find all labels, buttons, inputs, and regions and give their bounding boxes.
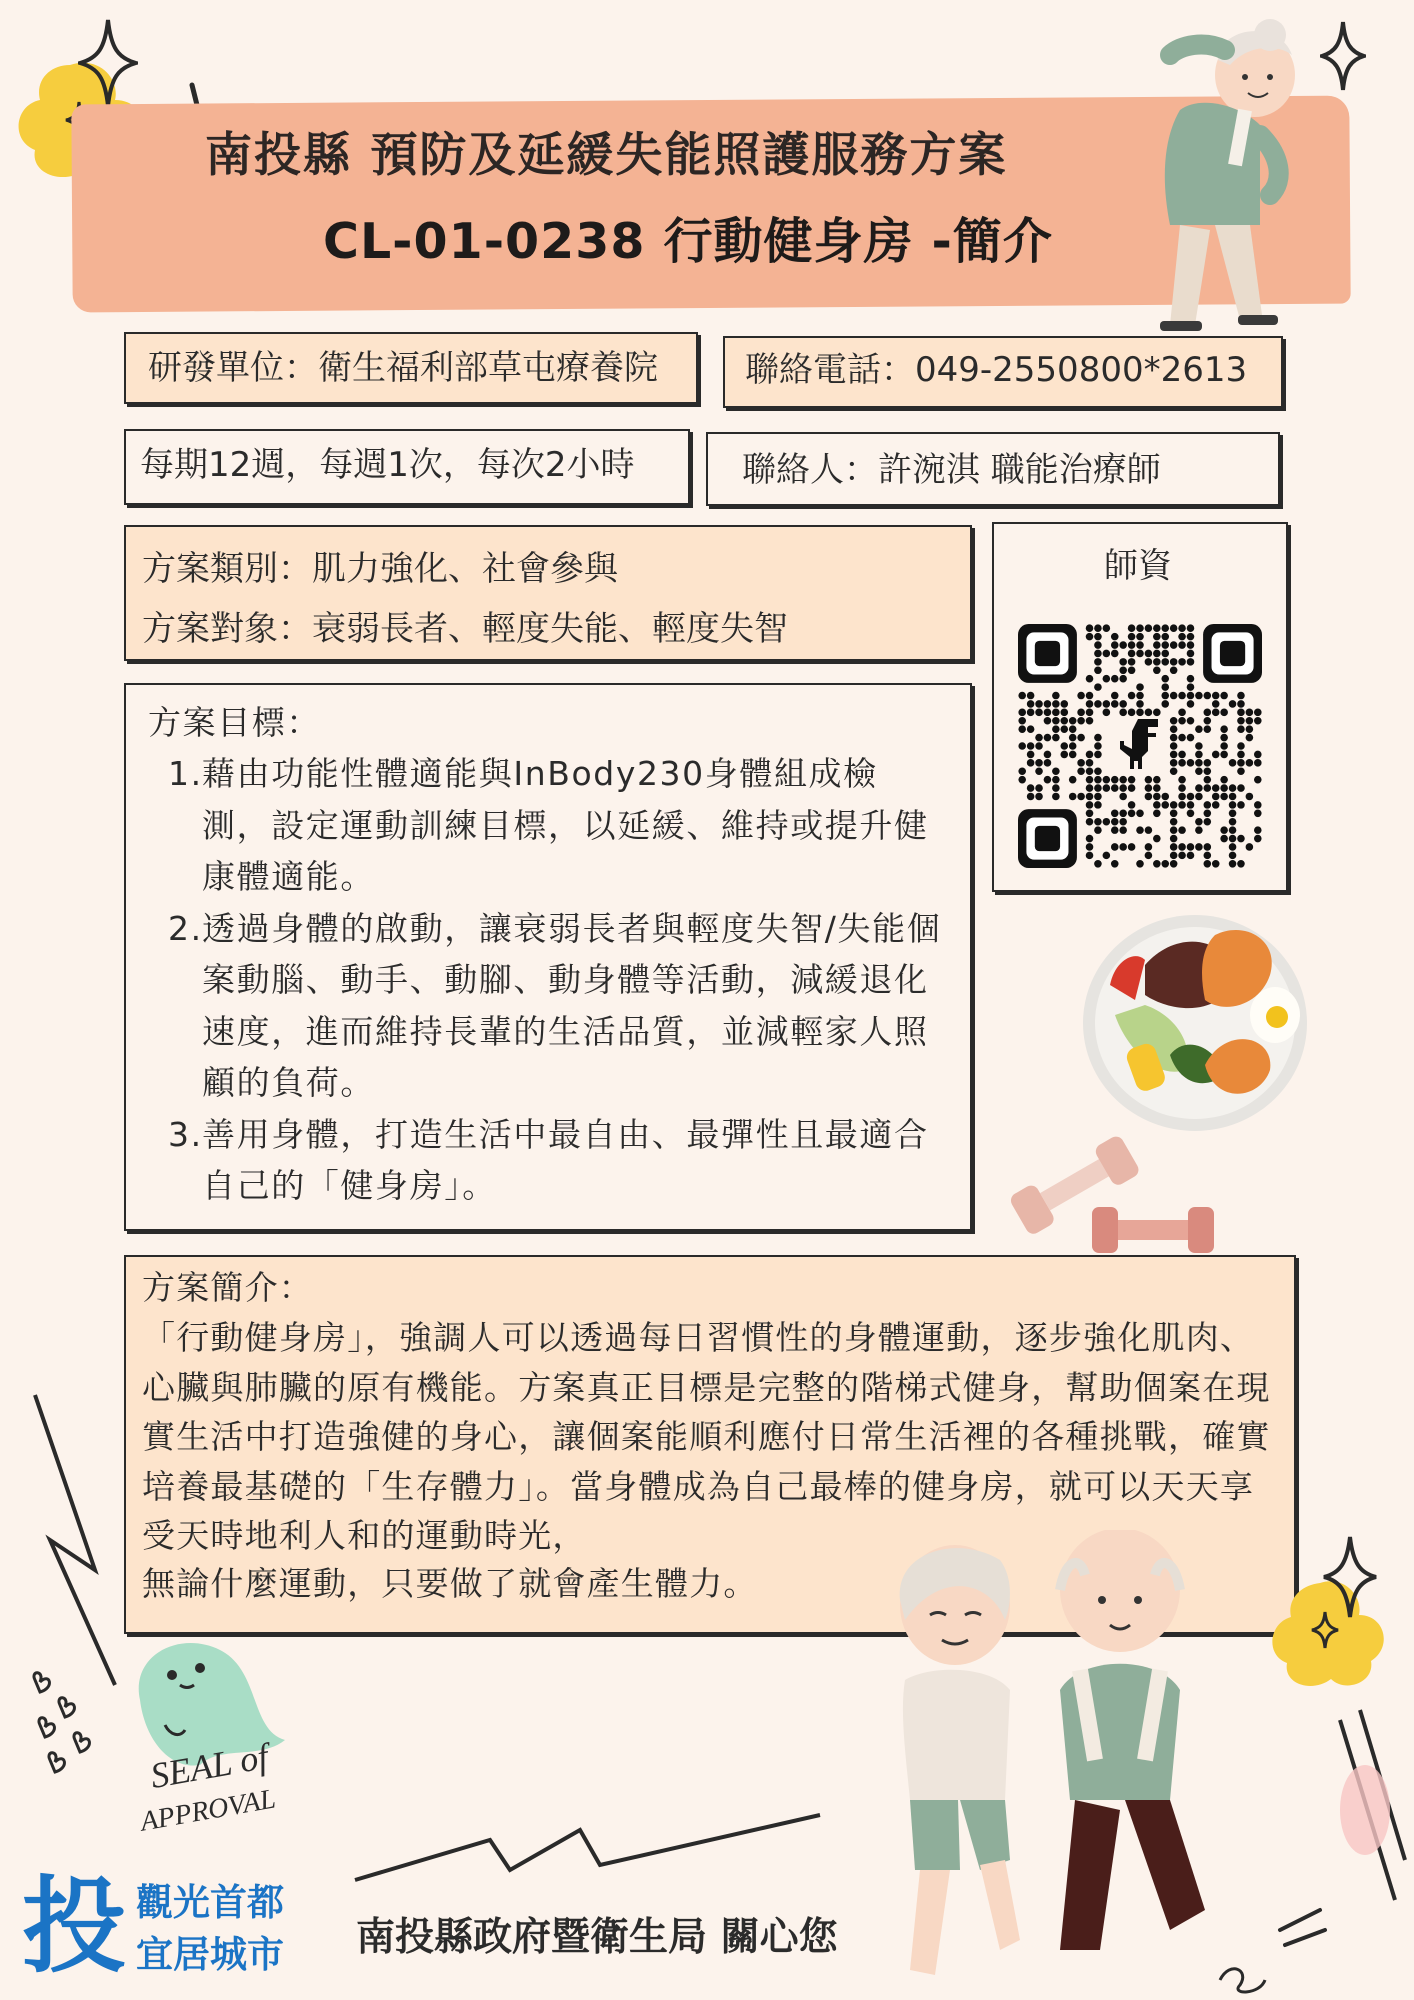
sparkle-icon-bottom [1322, 1535, 1378, 1619]
sparkle-icon [78, 18, 138, 108]
stamp-line1: SEAL of [147, 1736, 271, 1796]
goal-item-2 [168, 903, 944, 1109]
goal-number: 3. [168, 1114, 203, 1154]
qr-label: 師資 [1104, 546, 1172, 586]
teacher-qr-box [992, 522, 1288, 892]
intro-last-line: 無論什麼運動，只要做了就會產生體力。 [142, 1564, 758, 1603]
goal-text: 透過身體的啟動，讓衰弱長者與輕度失智/失能個案動腦、動手、動腳、動身體等活動，減緩退化速度，進而維持長輩的生活品質，並減輕家人照顧的負荷。 [202, 908, 942, 1102]
goals-list [168, 748, 944, 1212]
hearts-decoration [20, 1660, 110, 1800]
pink-stroke-decoration [1310, 1700, 1410, 1920]
qr-finder-pattern [1018, 624, 1077, 683]
goal-item-1 [168, 748, 944, 903]
goal-text: 藉由功能性體適能與InBody230身體組成檢測，設定運動訓練目標，以延緩、維持或提升健康體適能。 [202, 754, 929, 896]
schedule-text: 每期12週，每週1次，每次2小時 [140, 445, 635, 485]
intro-body: 「行動健身房」，強調人可以透過每日習慣性的身體運動，逐步強化肌肉、心臟與肺臟的原有機能。方案真正目標是完整的階梯式健身，幫助個案在現實生活中打造強健的身心，讓個案能順利應付日常生活裡的各種挑戰，確實培養最基礎的「生存體力」。當身體成為自己最棒的健身房，就可以天天享受天時地利人和的運動時光， [142, 1318, 1271, 1555]
logo-glyph: 投 [22, 1865, 127, 1987]
category-target-box [124, 525, 972, 661]
contact-box [706, 432, 1280, 506]
jogging-elderly-couple-illustration [870, 1530, 1230, 2000]
qr-finder-pattern [1203, 624, 1262, 683]
stamp-line2: APPROVAL [138, 1783, 278, 1838]
intro-heading: 方案簡介： [142, 1268, 313, 1307]
sparkle-icon-right [1320, 20, 1366, 92]
logo-line2: 宜居城市 [136, 1933, 284, 1976]
qr-dino-icon [1120, 719, 1158, 769]
phone-text: 聯絡電話：049-2550800*2613 [745, 350, 1248, 390]
swirl-decoration [1210, 1900, 1330, 2000]
target-text: 方案對象：衰弱長者、輕度失能、輕度失智 [142, 609, 788, 649]
goal-item-3 [168, 1109, 944, 1212]
contact-text: 聯絡人：許涴淇 職能治療師 [742, 450, 1161, 490]
category-text: 方案類別：肌力強化、社會參與 [142, 549, 618, 589]
schedule-box [124, 429, 690, 505]
footer-zigzag-decoration [350, 1810, 830, 1890]
page-subtitle: CL-01-0238 行動健身房 -簡介 [323, 213, 1053, 270]
food-plate-illustration [1075, 905, 1315, 1135]
qr-finder-pattern [1018, 809, 1077, 868]
footer-text: 南投縣政府暨衛生局 關心您 [356, 1915, 838, 1960]
dumbbell-illustration [1000, 1125, 1230, 1255]
developer-unit-box [124, 332, 698, 404]
zigzag-line-decoration [30, 1390, 120, 1690]
seal-of-approval-stamp [140, 1735, 320, 1845]
nantou-logo [22, 1865, 322, 1987]
sparkle-small-icon-bottom [1310, 1610, 1340, 1650]
goal-text: 善用身體，打造生活中最自由、最彈性且最適合自己的「健身房」。 [202, 1114, 929, 1205]
goals-box [124, 683, 972, 1231]
goals-heading: 方案目標： [148, 703, 321, 742]
goal-number: 1. [168, 754, 203, 793]
goal-number: 2. [168, 908, 203, 948]
phone-box [723, 336, 1283, 408]
logo-line1: 觀光首都 [136, 1881, 284, 1924]
stretching-elder-illustration [1110, 15, 1310, 335]
page-title: 南投縣 預防及延緩失能照護服務方案 [205, 128, 1008, 183]
developer-unit-text: 研發單位：衛生福利部草屯療養院 [148, 348, 658, 388]
qr-code[interactable] [1018, 624, 1262, 868]
